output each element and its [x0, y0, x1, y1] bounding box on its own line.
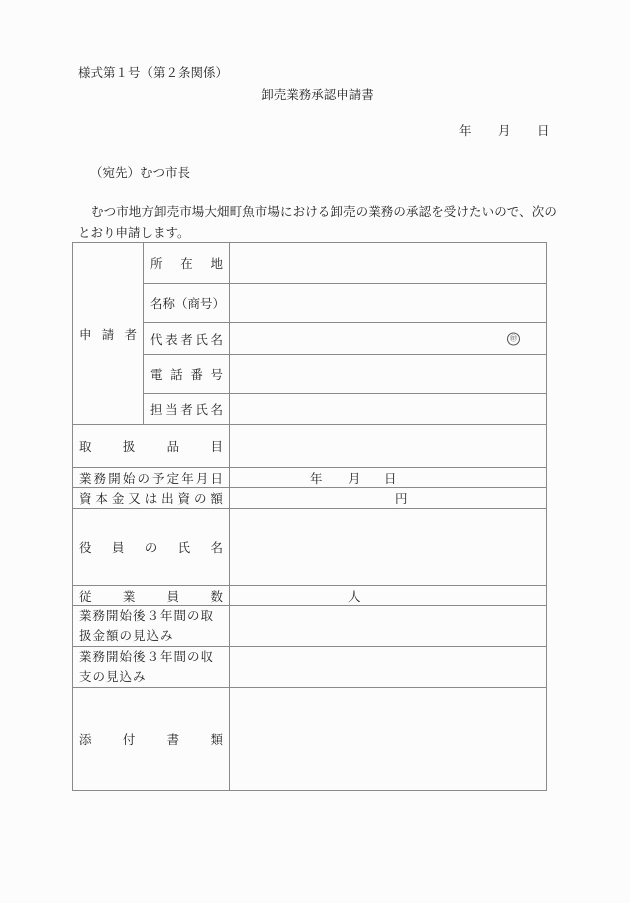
label-char: 本 [95, 491, 108, 506]
capital-unit: 円 [395, 491, 408, 506]
label-char: 申 [79, 326, 92, 342]
capital-label [73, 488, 230, 509]
label-char: 出 [161, 491, 174, 506]
phone-label [144, 355, 230, 394]
company-name-label: 名称（商号） [144, 284, 230, 323]
label-char: 地 [210, 256, 223, 271]
label-char: 担 [150, 402, 163, 417]
label-char: 従 [79, 588, 92, 604]
label-char: 年 [181, 470, 194, 486]
label-char: 扱 [122, 439, 136, 454]
items-field[interactable] [230, 425, 547, 468]
label-char: 日 [210, 470, 223, 486]
label-char: 氏 [195, 331, 208, 347]
contact-person-field[interactable] [230, 394, 547, 425]
items-label [73, 425, 230, 468]
label-char: 月 [195, 470, 209, 486]
form-number: 様式第１号（第２条関係） [78, 65, 229, 80]
phone-field[interactable] [230, 355, 547, 394]
label-char: 役 [79, 540, 92, 555]
representative-label [144, 323, 230, 355]
label-char: 代 [150, 331, 163, 347]
label-char: 業 [122, 588, 136, 604]
label-char: 資 [177, 491, 191, 506]
label-char: 者 [180, 331, 193, 347]
application-form-table [72, 242, 547, 791]
start-date-label [73, 468, 230, 488]
income-expense-label: 業務開始後３年間の収支の見込み [73, 647, 230, 688]
table-row [73, 284, 547, 323]
document-title: 卸売業務承認申請書 [261, 87, 374, 102]
start-date-field[interactable] [230, 468, 547, 488]
officers-label [73, 509, 230, 586]
date-day: 日 [537, 123, 550, 138]
label-char: は [144, 491, 158, 506]
date-year: 年 [459, 123, 472, 138]
table-row [73, 509, 547, 586]
label-char: 在 [180, 256, 193, 271]
label-char: 数 [210, 588, 223, 604]
handling-amount-field[interactable] [230, 606, 547, 647]
employees-unit: 人 [348, 588, 361, 604]
label-char: 氏 [195, 402, 208, 417]
label-char: 者 [180, 402, 193, 417]
label-char: 番 [190, 367, 203, 382]
label-char: 業 [79, 470, 92, 486]
seal-icon: ㊞ [507, 332, 520, 345]
label-char: 務 [93, 470, 107, 486]
label-char: 請 [101, 326, 115, 342]
contact-person-label [144, 394, 230, 425]
label-char: 又 [128, 491, 141, 506]
label-char: 名 [210, 331, 223, 347]
label-char: の [193, 491, 207, 506]
label-char: 品 [166, 439, 180, 454]
label-char: 目 [210, 439, 223, 454]
label-char: 添 [79, 732, 92, 747]
date-month: 月 [498, 123, 511, 138]
label-char: の [144, 540, 158, 555]
table-row [73, 243, 547, 284]
label-char: 定 [166, 470, 180, 486]
handling-amount-label: 業務開始後３年間の取扱金額の見込み [73, 606, 230, 647]
label-char: 電 [150, 367, 163, 382]
applicant-group-label [73, 243, 144, 425]
employees-label [73, 586, 230, 606]
officers-field[interactable] [230, 509, 547, 586]
label-char: 取 [79, 439, 92, 454]
label-char: 員 [111, 540, 125, 555]
location-label [144, 243, 230, 284]
table-row [73, 688, 547, 791]
label-char: 氏 [177, 540, 191, 555]
table-row [73, 606, 547, 647]
location-field[interactable] [230, 243, 547, 284]
start-year-unit: 年 [310, 470, 323, 486]
table-row [73, 425, 547, 468]
label-char: 開 [108, 470, 121, 486]
label-char: 員 [166, 588, 180, 604]
label-char: 額 [210, 491, 223, 506]
capital-field[interactable] [230, 488, 547, 509]
table-row [73, 355, 547, 394]
label-char: 号 [210, 367, 223, 382]
label-char: 名 [210, 540, 223, 555]
label-char: 名 [210, 402, 223, 417]
label-char: 者 [124, 326, 137, 342]
label-char: 表 [165, 331, 178, 347]
table-row [73, 586, 547, 606]
label-char: 当 [165, 402, 178, 417]
table-row [73, 323, 547, 355]
label-char: 所 [150, 256, 163, 271]
label-char: 話 [170, 367, 183, 382]
income-expense-field[interactable] [230, 647, 547, 688]
label-char: 始 [122, 470, 136, 486]
label-char: 予 [152, 470, 165, 486]
representative-field[interactable] [230, 323, 547, 355]
company-name-field[interactable] [230, 284, 547, 323]
start-day-unit: 日 [384, 470, 397, 486]
table-row [73, 468, 547, 488]
label-char: 類 [210, 732, 223, 747]
label-char: の [137, 470, 150, 486]
table-row [73, 647, 547, 688]
attachments-label [73, 688, 230, 791]
attachments-field[interactable] [230, 688, 547, 791]
label-char: 金 [111, 491, 125, 506]
intro-text-line1: むつ市地方卸売市場大畑町魚市場における卸売の業務の承認を受けたいので、次の [91, 204, 557, 219]
label-char: 書 [166, 732, 180, 747]
label-char: 資 [79, 491, 92, 506]
start-month-unit: 月 [348, 470, 361, 486]
table-row [73, 394, 547, 425]
table-row [73, 488, 547, 509]
label-char: 付 [122, 732, 136, 747]
intro-text-line2: とおり申請します。 [78, 225, 190, 240]
employees-field[interactable] [230, 586, 547, 606]
addressee: （宛先）むつ市長 [90, 165, 191, 180]
